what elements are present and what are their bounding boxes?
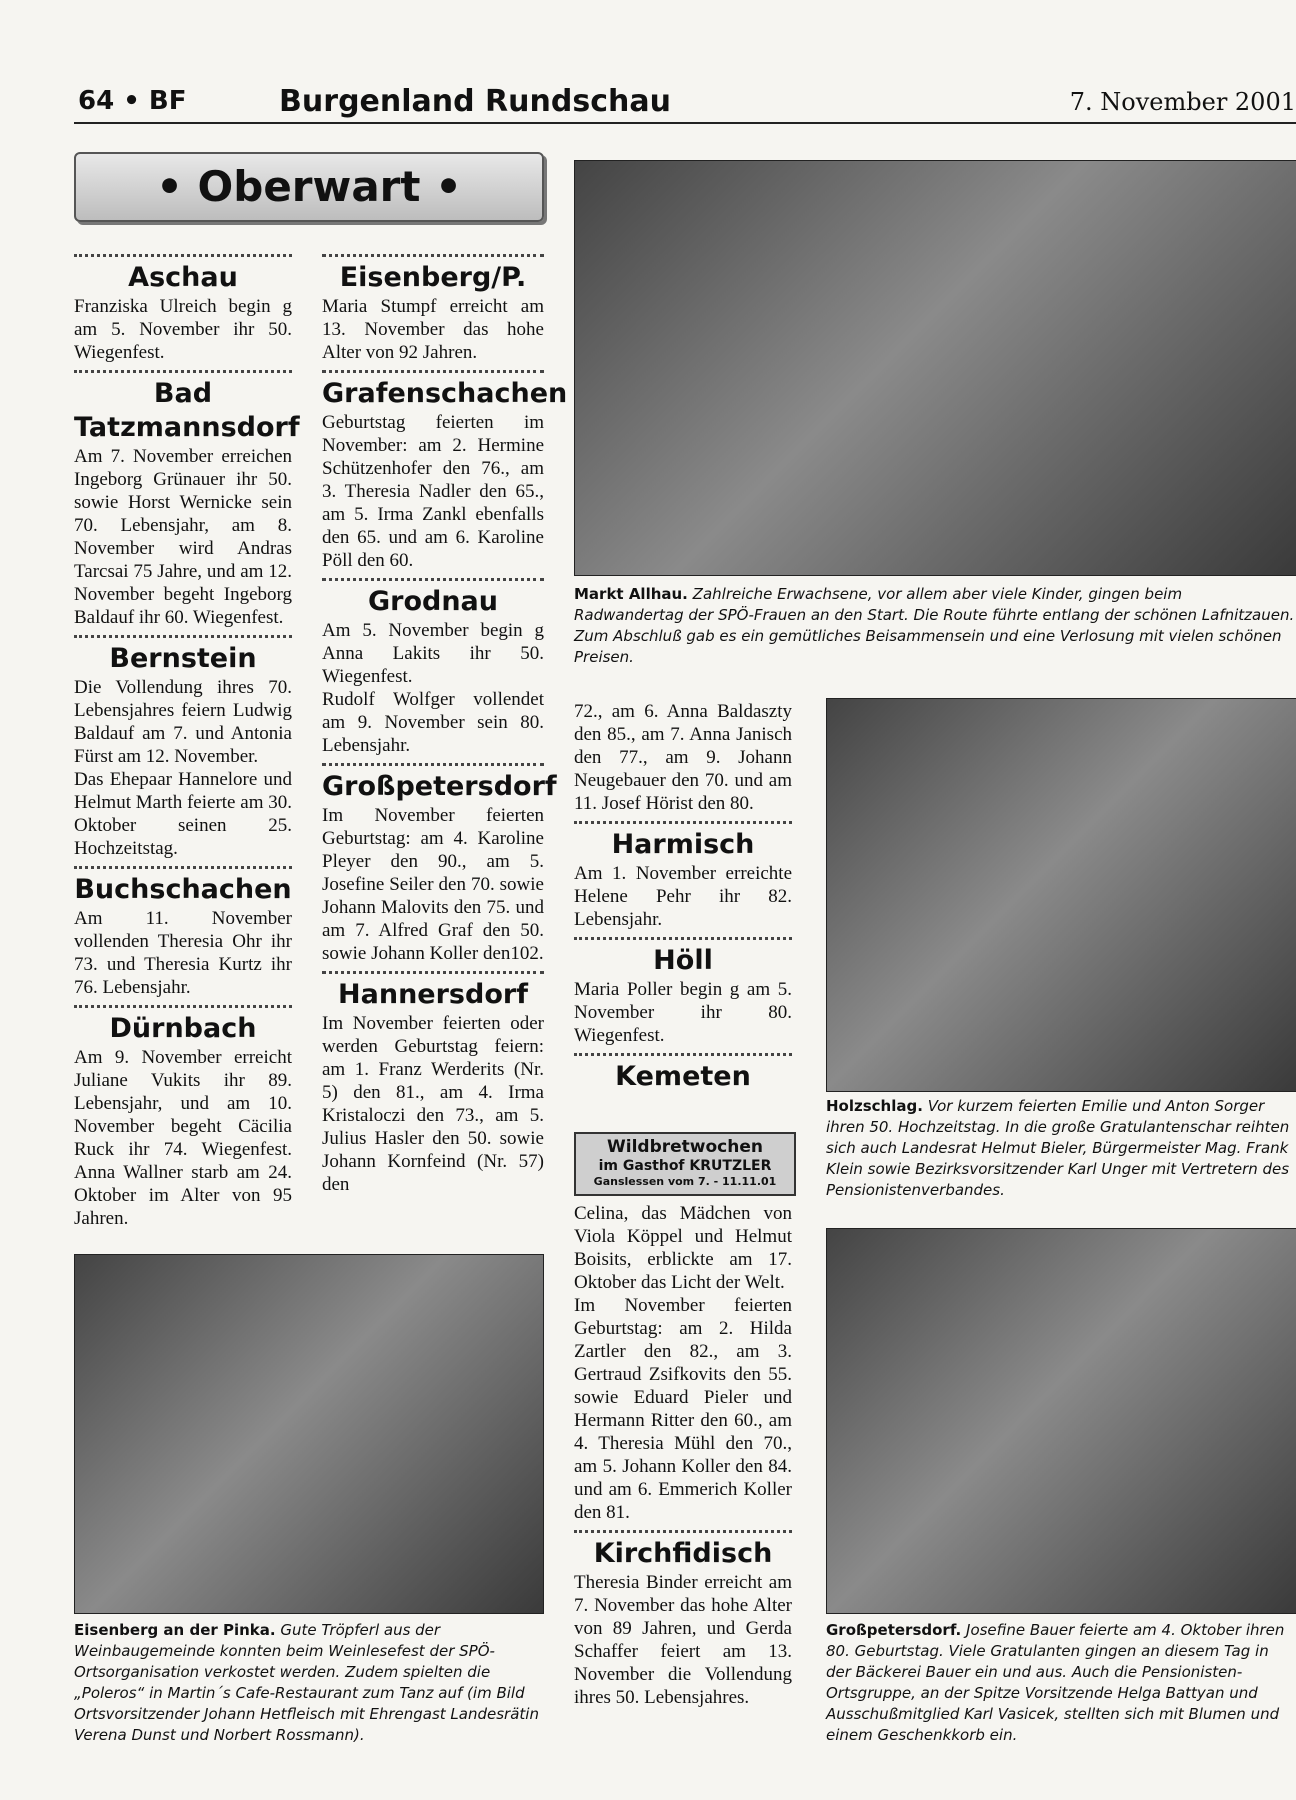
caption-place: Eisenberg an der Pinka.	[74, 1621, 276, 1639]
article-text: Franziska Ulreich begin g am 5. November ihr 50. Wiegenfest.	[74, 296, 292, 363]
article-text: Maria Poller begin g am 5. November ihr 80. Wiegenfest.	[574, 979, 792, 1046]
dotted-separator	[322, 370, 544, 373]
place-heading: Grodnau	[367, 586, 499, 617]
article-text: Am 9. November erreicht Juliane Vukits ihr 89. Lebensjahr, und am 10. November begeht Cäcilia Ruck ihr 74. Wiegenfest. Anna Wallner starb am 24. Oktober im Alter von 95 Jahren.	[74, 1047, 292, 1229]
dotted-separator	[322, 763, 544, 766]
place-heading: Höll	[653, 945, 713, 976]
caption-markt-allhau	[574, 584, 1296, 668]
issue-date: 7. November 2001	[1069, 88, 1296, 116]
dotted-separator	[322, 971, 544, 974]
ad-line-3: Ganslessen vom 7. - 11.11.01	[593, 1175, 777, 1188]
dotted-separator	[322, 578, 544, 581]
dotted-separator	[74, 1005, 292, 1008]
photo-eisenberg	[74, 1254, 544, 1614]
region-banner: • Oberwart •	[74, 152, 544, 222]
caption-text: Vor kurzem feierten Emilie und Anton Sorger ihren 50. Hochzeitstag. In die große Gratulantenschar reihten sich auch Landesrat Helmut Bieler, Bürgermeister Mag. Frank Klein sowie Bezirksvorsitzender Karl Unger mit Vertretern des Pensionistenverbandes.	[826, 1097, 1290, 1199]
place-heading: Aschau	[128, 262, 238, 293]
photo-markt-allhau	[574, 160, 1296, 576]
advertisement-box	[574, 1132, 796, 1196]
place-heading: Großpetersdorf	[322, 771, 557, 802]
article-text: Theresia Binder erreicht am 7. November das hohe Alter von 89 Jahren, und Gerda Schaffer feiert am 13. November die Vollendung ihres 50. Lebensjahres.	[574, 1572, 792, 1708]
dotted-separator	[574, 1053, 792, 1056]
place-heading: Bad Tatzmannsdorf	[74, 378, 300, 443]
caption-text: Gute Tröpferl aus der Weinbaugemeinde konnten beim Weinlesefest der SPÖ-Ortsorganisation verkostet werden. Zudem spielten die „Poleros“ in Martin´s Cafe-Restaurant zum Tanz auf (im Bild Ortsvorsitzender Johann Hetfleisch mit Ehrengast Landesrätin Verena Dunst und Norbert Rossmann).	[74, 1621, 539, 1744]
article-text: Rudolf Wolfger vollendet am 9. November sein 80. Lebensjahr.	[322, 689, 544, 756]
column-1	[74, 248, 300, 1230]
photo-holzschlag	[826, 698, 1296, 1092]
place-heading: Bernstein	[109, 643, 257, 674]
caption-text: Zahlreiche Erwachsene, vor allem aber viele Kinder, gingen beim Radwandertag der SPÖ-Frauen an den Start. Die Route führte entlang der schönen Lafnitzauen. Zum Abschluß gab es ein gemütliches Beisammensein und eine Verlosung mit vielen schönen Preisen.	[574, 585, 1295, 666]
article-text: Am 11. November vollenden Theresia Ohr ihr 73. und Theresia Kurtz ihr 76. Lebensjahr.	[74, 908, 292, 998]
column-3-continued	[574, 1202, 792, 1709]
caption-text: Josefine Bauer feierte am 4. Oktober ihren 80. Geburtstag. Viele Gratulanten gingen an diesem Tag in der Bäckerei Bauer ein und aus. Auch die Pensionisten-Ortsgruppe, an der Spitze Vorsitzende Helga Battyan und Ausschußmitglied Karl Vasicek, stellten sich mit Blumen und einem Geschenkkorb ein.	[826, 1621, 1285, 1744]
dotted-separator	[322, 254, 544, 257]
article-text: Im November feierten oder werden Geburtstag feiern: am 1. Franz Werderits (Nr. 5) den 81., am 4. Irma Kristaloczi den 73., am 5. Julius Hasler den 50. sowie Johann Kornfeind (Nr. 57) den	[322, 1013, 544, 1195]
column-2	[322, 248, 568, 1196]
article-text: Am 1. November erreichte Helene Pehr ihr 82. Lebensjahr.	[574, 863, 792, 930]
dotted-separator	[574, 1530, 792, 1533]
place-heading: Eisenberg/P.	[339, 262, 527, 293]
place-heading: Grafenschachen	[322, 378, 568, 409]
place-heading: Harmisch	[611, 829, 755, 860]
dotted-separator	[74, 635, 292, 638]
photo-grosspetersdorf	[826, 1228, 1296, 1614]
page-number: 64 • BF	[78, 86, 187, 116]
article-text: Maria Stumpf erreicht am 13. November das hohe Alter von 92 Jahren.	[322, 296, 544, 363]
article-text: Celina, das Mädchen von Viola Köppel und Helmut Boisits, erblickte am 17. Oktober das Licht der Welt.	[574, 1203, 792, 1293]
caption-grosspetersdorf	[826, 1620, 1294, 1746]
article-text: Am 5. November begin g Anna Lakits ihr 50. Wiegenfest.	[322, 620, 544, 687]
header-rule	[74, 122, 1296, 124]
ad-line-1: Wildbretwochen	[607, 1137, 763, 1157]
place-heading: Buchschachen	[74, 874, 292, 905]
caption-place: Großpetersdorf.	[826, 1621, 962, 1639]
ad-line-2: im Gasthof KRUTZLER	[598, 1158, 772, 1174]
place-heading: Kirchfidisch	[593, 1538, 773, 1569]
dotted-separator	[74, 866, 292, 869]
caption-eisenberg	[74, 1620, 544, 1746]
article-text: Die Vollendung ihres 70. Lebensjahres feiern Ludwig Baldauf am 7. und Antonia Fürst am 12. November.	[74, 677, 292, 767]
article-text: Geburtstag feierten im November: am 2. Hermine Schützenhofer den 76., am 3. Theresia Nadler den 65., am 5. Irma Zankl ebenfalls den 65. und am 6. Karoline Pöll den 60.	[322, 412, 544, 571]
article-text: 72., am 6. Anna Baldaszty den 85., am 7. Anna Janisch den 77., am 9. Johann Neugebauer den 70. und am 11. Josef Hörist den 80.	[574, 701, 792, 814]
dotted-separator	[74, 370, 292, 373]
dotted-separator	[574, 937, 792, 940]
place-heading: Dürnbach	[109, 1013, 257, 1044]
column-3	[574, 700, 792, 1094]
caption-place: Holzschlag.	[826, 1097, 923, 1115]
article-text: Das Ehepaar Hannelore und Helmut Marth feierte am 30. Oktober seinen 25. Hochzeitstag.	[74, 769, 292, 859]
caption-holzschlag	[826, 1096, 1294, 1201]
place-heading: Kemeten	[615, 1061, 751, 1092]
article-text: Am 7. November erreichen Ingeborg Grünauer ihr 50. sowie Horst Wernicke sein 70. Lebensjahr, am 8. November wird Andras Tarcsai 75 Jahre, und am 12. November begeht Ingeborg Baldauf ihr 60. Wiegenfest.	[74, 446, 292, 628]
caption-place: Markt Allhau.	[574, 585, 688, 603]
article-text: Im November feierten Geburtstag: am 2. Hilda Zartler den 82., am 3. Gertraud Zsifkovits den 55. sowie Eduard Pieler und Hermann Ritter den 60., am 4. Theresia Mühl den 70., am 5. Johann Koller den 84. und am 6. Emmerich Koller den 81.	[574, 1295, 792, 1523]
dotted-separator	[574, 821, 792, 824]
newspaper-title: Burgenland Rundschau	[279, 84, 671, 119]
dotted-separator	[74, 254, 292, 257]
place-heading: Hannersdorf	[338, 979, 528, 1010]
article-text: Im November feierten Geburtstag: am 4. Karoline Pleyer den 90., am 5. Josefine Seiler den 70. sowie Johann Malovits den 75. und am 7. Alfred Graf den 50. sowie Johann Koller den102.	[322, 805, 544, 964]
